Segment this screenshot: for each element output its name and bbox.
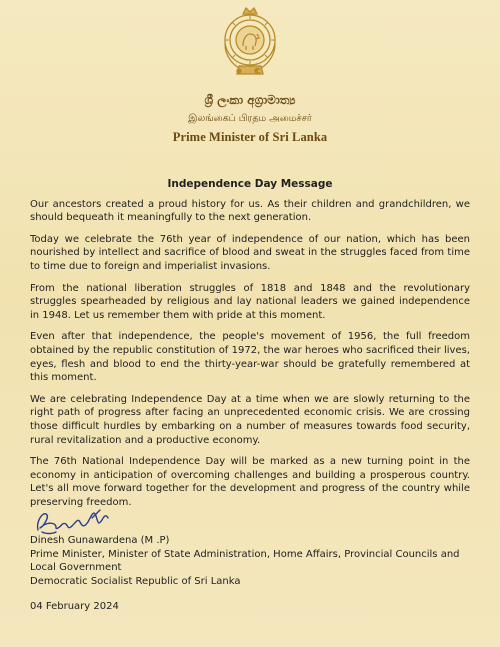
signatory-block [30, 534, 475, 588]
signatory-title: Prime Minister, Minister of State Administration, Home Affairs, Provincial Councils and Local Government [30, 548, 460, 574]
letterhead [0, 0, 500, 160]
sri-lanka-emblem-icon [219, 4, 281, 80]
paragraph: Today we celebrate the 76th year of independence of our nation, which has been nourished by intellect and sacrifice of blood and sweat in the struggles faced from time to time due to foreign and imperialist invasions. [30, 233, 470, 272]
letterhead-tamil: இலங்கைப் பிரதம அமைச்சர் [188, 113, 312, 124]
paragraph: Our ancestors created a proud history for us. As their children and grandchildren, we should bequeath it meaningfully to the next generation. [30, 198, 470, 224]
letterhead-english: Prime Minister of Sri Lanka [172, 130, 328, 144]
paragraph: From the national liberation struggles of 1818 and 1848 and the revolutionary struggles spearheaded by religious and lay national leaders we gained independence in 1948. Let us remember them with pride at this moment. [30, 282, 470, 321]
message-title: Independence Day Message [167, 178, 333, 190]
letterhead-sinhala: ශ්‍රී ලංකා අග්‍රාමාත්‍ය [204, 93, 296, 107]
message-body [30, 178, 470, 517]
message-date: 04 February 2024 [30, 601, 119, 612]
signatory-country: Democratic Socialist Republic of Sri Lanka [30, 575, 241, 587]
paragraph: The 76th National Independence Day will be marked as a new turning point in the economy in anticipation of overcoming challenges and building a prosperous country. Let's all move forward together for the development and progress of the country while preserving freedom. [30, 456, 470, 508]
paragraph: We are celebrating Independence Day at a time when we are slowly returning to the right path of progress after facing an unprecedented economic crisis. We are crossing those difficult hurdles by embarking on a number of measures towards food security, rural revitalization and a productive economy. [30, 393, 470, 446]
paragraph: Even after that independence, the people's movement of 1956, the full freedom obtained by the republic constitution of 1972, the war heroes who sacrificed their lives, eyes, flesh and blood to end the thirty-year-war should be gratefully remembered at this moment. [30, 331, 470, 384]
handwritten-signature [32, 504, 132, 538]
signatory-name: Dinesh Gunawardena (M .P) [30, 535, 170, 546]
